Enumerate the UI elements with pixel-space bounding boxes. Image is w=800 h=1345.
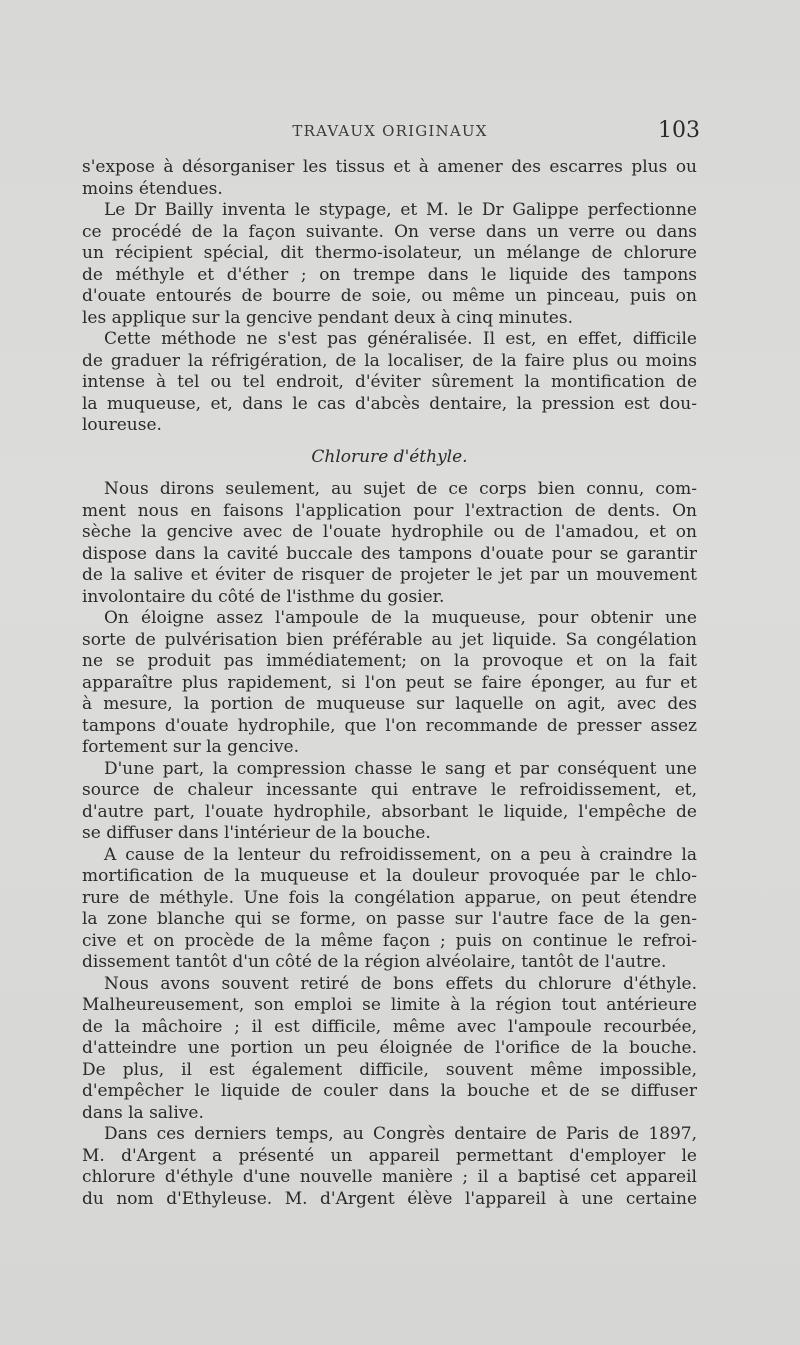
text-line: ment nous en faisons l'application pour l'extraction de dents. On (82, 500, 697, 521)
text-line: involontaire du côté de l'isthme du gosier. (82, 586, 445, 607)
text-line: la zone blanche qui se forme, on passe sur l'autre face de la gen- (82, 909, 697, 929)
paragraph (82, 845, 697, 974)
paragraph (82, 157, 697, 200)
text-line: de la mâchoire ; il est difficile, même avec l'ampoule recourbée, (82, 1016, 697, 1037)
text-line: les applique sur la gencive pendant deux à cinq minutes. (82, 307, 573, 328)
text-line: de la salive et éviter de risquer de projeter le jet par un mouvement (82, 565, 697, 585)
text-line: fortement sur la gencive. (82, 737, 300, 757)
text-line: dans la salive. (82, 1102, 204, 1123)
text-line: M. d'Argent a présenté un appareil permettant d'employer le (82, 1145, 697, 1166)
paragraph (82, 759, 697, 845)
text-line: moins étendues. (82, 178, 223, 199)
text-line: se diffuser dans l'intérieur de la bouche. (82, 823, 431, 843)
paragraph (82, 1124, 697, 1210)
text-line: dispose dans la cavité buccale des tampons d'ouate pour se garantir (82, 543, 697, 564)
text-line: loureuse. (82, 415, 162, 435)
text-line: source de chaleur incessante qui entrave le refroidissement, et, (82, 780, 697, 800)
text-line: à mesure, la portion de muqueuse sur laquelle on agit, avec des (82, 694, 697, 714)
text-line: s'expose à désorganiser les tissus et à amener des escarres plus ou (82, 157, 697, 177)
text-line: ce procédé de la façon suivante. On verse dans un verre ou dans (82, 221, 697, 242)
text-line: de méthyle et d'éther ; on trempe dans le liquide des tampons (82, 264, 697, 285)
text-line: sorte de pulvérisation bien préférable au jet liquide. Sa congélation (82, 629, 697, 650)
section-subheading: Chlorure d'éthyle. (311, 446, 468, 467)
page-number: 103 (658, 118, 700, 143)
text-line: De plus, il est également difficile, souvent même impossible, (82, 1059, 697, 1080)
text-line: mortification de la muqueuse et la douleur provoquée par le chlo- (82, 866, 697, 886)
text-line: chlorure d'éthyle d'une nouvelle manière ; il a baptisé cet appareil (82, 1167, 697, 1187)
text-line: la muqueuse, et, dans le cas d'abcès dentaire, la pression est dou- (82, 393, 697, 414)
text-line: cive et on procède de la même façon ; puis on continue le refroi- (82, 930, 697, 951)
text-line: d'ouate entourés de bourre de soie, ou même un pinceau, puis on (82, 286, 697, 306)
paragraph (82, 974, 697, 1125)
paragraph (82, 200, 697, 329)
text-line: Nous avons souvent retiré de bons effets du chlorure d'éthyle. (104, 973, 697, 994)
text-line: apparaître plus rapidement, si l'on peut se faire éponger, au fur et (82, 672, 697, 693)
text-line: d'atteindre une portion un peu éloignée de l'orifice de la bouche. (82, 1038, 697, 1058)
text-line: Cette méthode ne s'est pas généralisée. Il est, en effet, difficile (104, 329, 697, 349)
text-line: Nous dirons seulement, au sujet de ce corps bien connu, com- (104, 479, 697, 499)
text-line: d'empêcher le liquide de couler dans la bouche et de se diffuser (82, 1081, 697, 1101)
text-line: tampons d'ouate hydrophile, que l'on recommande de presser assez (82, 715, 697, 736)
paragraph (82, 479, 697, 608)
text-line: du nom d'Ethyleuse. M. d'Argent élève l'appareil à une certaine (82, 1188, 697, 1209)
text-line: dissement tantôt d'un côté de la région alvéolaire, tantôt de l'autre. (82, 952, 667, 972)
text-line: un récipient spécial, dit thermo-isolateur, un mélange de chlorure (82, 243, 697, 263)
text-line: A cause de la lenteur du refroidissement, on a peu à craindre la (104, 844, 697, 865)
text-line: Malheureusement, son emploi se limite à la région tout antérieure (82, 995, 697, 1015)
text-line: intense à tel ou tel endroit, d'éviter sûrement la montification de (82, 372, 697, 392)
text-line: Le Dr Bailly inventa le stypage, et M. le Dr Galippe perfectionne (104, 200, 697, 220)
text-line: sèche la gencive avec de l'ouate hydrophile ou de l'amadou, et on (82, 522, 697, 542)
text-line: ne se produit pas immédiatement; on la provoque et on la fait (82, 651, 697, 671)
text-line: Dans ces derniers temps, au Congrès dentaire de Paris de 1897, (104, 1124, 697, 1144)
text-line: rure de méthyle. Une fois la congélation apparue, on peut étendre (82, 887, 697, 908)
page-header (80, 118, 700, 148)
text-line: D'une part, la compression chasse le sang et par conséquent une (104, 758, 697, 779)
running-head: TRAVAUX ORIGINAUX (292, 122, 488, 140)
text-line: d'autre part, l'ouate hydrophile, absorbant le liquide, l'empêche de (82, 801, 697, 822)
paragraph (82, 608, 697, 759)
text-line: de graduer la réfrigération, de la localiser, de la faire plus ou moins (82, 350, 697, 371)
paragraph (82, 329, 697, 437)
text-line: On éloigne assez l'ampoule de la muqueuse, pour obtenir une (104, 608, 697, 628)
body-text (82, 157, 697, 1210)
